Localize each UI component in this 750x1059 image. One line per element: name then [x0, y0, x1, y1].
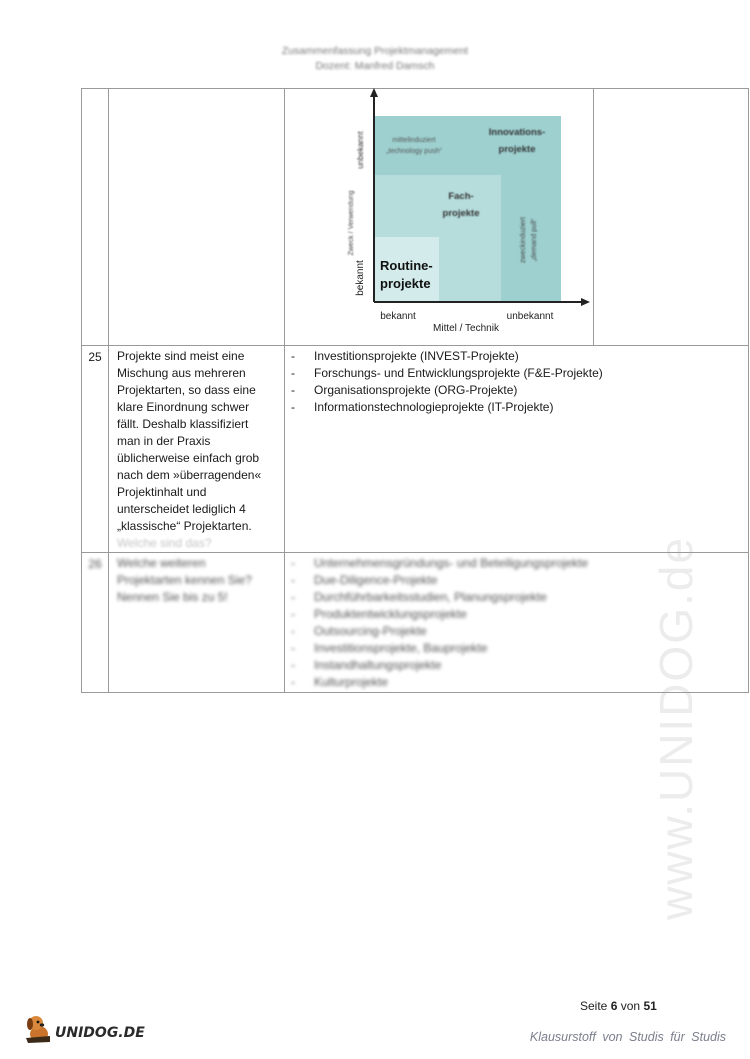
- answer-cell: [285, 346, 749, 553]
- header-title: Zusammenfassung Projektmanagement: [281, 45, 469, 57]
- answer-cell: [285, 553, 749, 693]
- question-line: Projektarten kennen Sie?: [117, 573, 252, 587]
- question-cell: [109, 89, 285, 346]
- innovation-label-1: Innovations-: [488, 127, 546, 138]
- fach-label-2: projekte: [442, 208, 480, 219]
- footer-tagline: Klausurstoff von Studis für Studis: [529, 1030, 726, 1044]
- row-number: 25: [82, 346, 109, 553]
- x-axis-right-label: unbekannt: [506, 311, 554, 322]
- x-axis-left-label: bekannt: [380, 311, 416, 322]
- project-types-diagram: [336, 88, 596, 338]
- x-axis-title: Mittel / Technik: [433, 323, 499, 334]
- mittelinduziert-line2: „technology push“: [386, 148, 442, 155]
- list-item: - Due-Diligence-Projekte: [291, 572, 744, 589]
- question-line: Mischung aus mehreren: [117, 366, 246, 380]
- mittelinduziert-line1: mittelinduziert: [392, 137, 436, 144]
- question-cell: [109, 553, 285, 693]
- header-lecturer: Dozent: Manfred Damsch: [315, 60, 435, 72]
- question-line: unterscheidet lediglich 4: [117, 502, 246, 516]
- question-line: Projektinhalt und: [117, 485, 207, 499]
- question-line: klare Einordnung schwer: [117, 400, 250, 414]
- list-item: - Produktentwicklungsprojekte: [291, 606, 744, 623]
- question-line: nach dem »überragenden«: [117, 468, 262, 482]
- y-axis-title: Zweck / Verwendung: [348, 190, 355, 256]
- y-axis-bottom-label: bekannt: [355, 260, 366, 296]
- watermark-text: www.UNIDOG.de: [650, 536, 702, 920]
- list-item: - Durchführbarkeitsstudien, Planungsprojekte: [291, 589, 744, 606]
- y-axis-top-label: unbekannt: [356, 131, 365, 169]
- question-text: [117, 555, 278, 606]
- question-line: Projekte sind meist eine: [117, 349, 245, 363]
- table-row: [82, 553, 749, 693]
- page-of: von: [620, 999, 641, 1013]
- innovation-label-2: projekte: [498, 144, 536, 155]
- question-line: Nennen Sie bis zu 5!: [117, 590, 228, 604]
- page-number: [580, 999, 657, 1013]
- question-cell: [109, 346, 285, 553]
- question-text: [117, 348, 278, 535]
- question-line: üblicherweise einfach grob: [117, 451, 260, 465]
- question-line: fällt. Deshalb klassifiziert: [117, 417, 249, 431]
- list-item: - Organisationsprojekte (ORG-Projekte): [291, 382, 744, 399]
- routine-label-2: projekte: [380, 276, 431, 291]
- y-axis-arrow: [370, 88, 378, 97]
- x-axis-arrow: [581, 298, 590, 306]
- list-item: - Instandhaltungsprojekte: [291, 657, 744, 674]
- zweckinduziert-line1: zweckinduziert: [520, 217, 527, 263]
- page-label: Seite: [580, 999, 608, 1013]
- page-current: 6: [610, 999, 618, 1013]
- page-header: [0, 44, 750, 74]
- logo-text: UNIDOG.DE: [55, 1025, 145, 1041]
- answer-list: [291, 348, 744, 416]
- question-tail: Welche sind das?: [117, 536, 212, 550]
- list-item: - Informationstechnologieprojekte (IT-Projekte): [291, 399, 744, 416]
- row-number: 26: [82, 553, 109, 693]
- question-line: Projektarten, so dass eine: [117, 383, 256, 397]
- unidog-logo: [22, 1012, 152, 1046]
- answer-list: [291, 555, 744, 691]
- extra-cell: [594, 89, 749, 346]
- number-cell: [82, 89, 109, 346]
- list-item: - Unternehmensgründungs- und Beteiligungsprojekte: [291, 555, 744, 572]
- routine-label-1: Routine-: [380, 258, 433, 273]
- list-item: - Investitionsprojekte (INVEST-Projekte): [291, 348, 744, 365]
- page-total: 51: [643, 999, 657, 1013]
- list-item: - Investitionsprojekte, Bauprojekte: [291, 640, 744, 657]
- question-line: man in der Praxis: [117, 434, 211, 448]
- list-item: - Forschungs- und Entwicklungsprojekte (F&E-Projekte): [291, 365, 744, 382]
- list-item: - Kulturprojekte: [291, 674, 744, 691]
- question-line: Welche weiteren: [117, 556, 206, 570]
- fach-label-1: Fach-: [448, 191, 474, 202]
- table-row: [82, 346, 749, 553]
- list-item: - Outsourcing-Projekte: [291, 623, 744, 640]
- zweckinduziert-line2: „demand pull“: [531, 218, 538, 262]
- question-line: „klassische“ Projektarten.: [117, 519, 252, 533]
